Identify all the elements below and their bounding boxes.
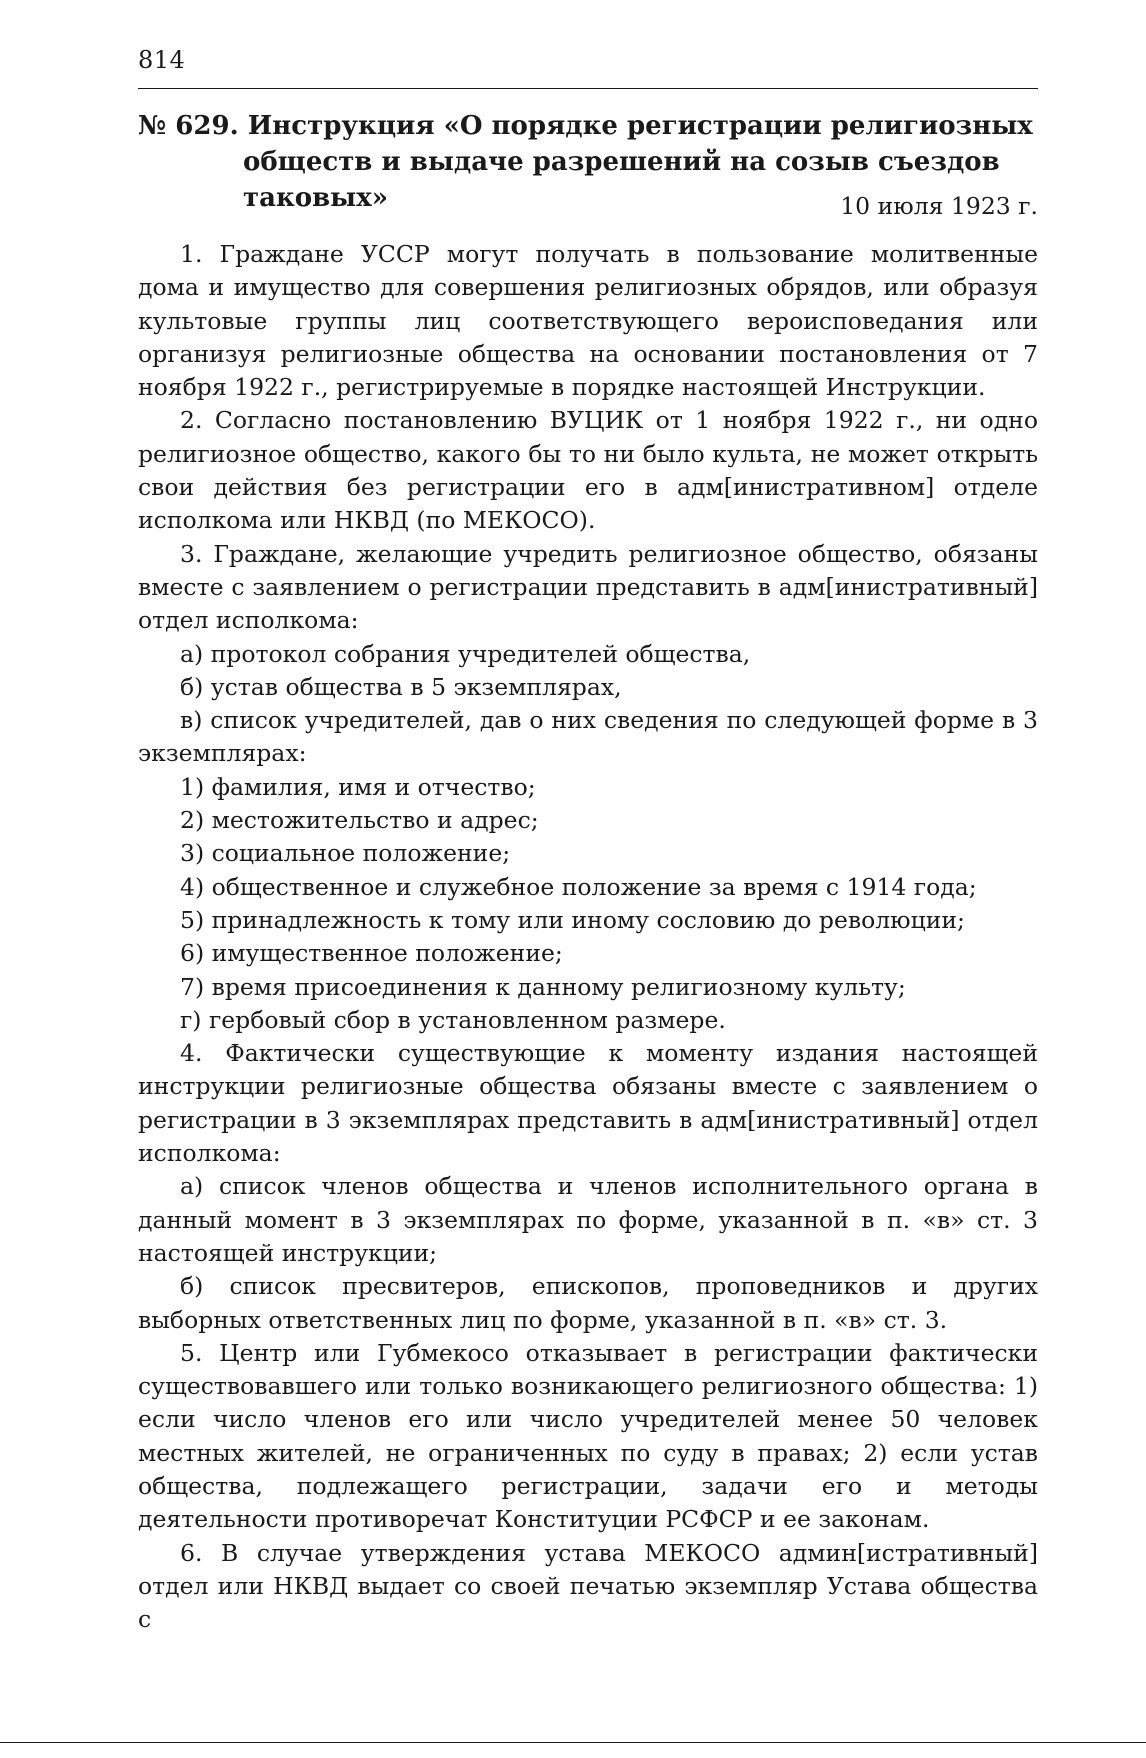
paragraph: в) список учредителей, дав о них сведения по следующей форме в 3 экземплярах:	[138, 706, 1038, 768]
page-number: 814	[138, 46, 186, 74]
paragraph: 7) время присоединения к данному религиозному культу;	[180, 972, 906, 1001]
paragraph: 2) местожительство и адрес;	[180, 806, 539, 835]
document-title-line-1: № 629. Инструкция «О порядке регистрации религиозных	[138, 111, 1033, 141]
paragraph: 6. В случае утверждения устава МЕКОСО админ[истративный] отдел или НКВД выдает со своей печатью экземпляр Устава общества с	[138, 1538, 1038, 1634]
paragraph: 6) имущественное положение;	[180, 939, 563, 968]
paragraph: 3) социальное положение;	[180, 839, 511, 868]
paragraph: 1. Граждане УССР могут получать в пользование молитвенные дома и имущество для совершения религиозных обрядов, или образуя культовые группы лиц соответствующего вероисповедания или организуя религиозные общества на основании постановления от 7 ноября 1922 г., регистрируемые в порядке настоящей Инструкции.	[138, 240, 1038, 402]
paragraph: а) список членов общества и членов исполнительного органа в данный момент в 3 экземплярах по форме, указанной в п. «в» ст. 3 настоящей инструкции;	[138, 1172, 1038, 1267]
paragraph: б) список пресвитеров, епископов, проповедников и других выборных ответственных лиц по форме, указанной в п. «в» ст. 3.	[138, 1272, 1038, 1334]
paragraph: 3. Граждане, желающие учредить религиозное общество, обязаны вместе с заявлением о регистрации представить в адм[инистративный] отдел исполкома:	[138, 539, 1038, 635]
bottom-rule	[0, 1742, 1146, 1743]
paragraph: 2. Согласно постановлению ВУЦИК от 1 ноября 1922 г., ни одно религиозное общество, какого бы то ни было культа, не может открыть свои действия без регистрации его в адм[инистративном] отделе исполкома или НКВД (по МЕКОСО).	[138, 406, 1038, 535]
paragraph: 5. Центр или Губмекосо отказывает в регистрации фактически существовавшего или только возникающего религиозного общества: 1) если число членов его или число учредителей менее 50 человек местных жителей, не ограниченных по суду в правах; 2) если устав общества, подлежащего регистрации, задачи его и методы деятельности противоречат Конституции РСФСР и ее законам.	[138, 1338, 1038, 1534]
paragraph: 1) фамилия, имя и отчество;	[180, 772, 536, 801]
paragraph: 5) принадлежность к тому или иному сословию до революции;	[180, 905, 965, 934]
document-date: 10 июля 1923 г.	[840, 192, 1038, 220]
paragraph: 4. Фактически существующие к моменту издания настоящей инструкции религиозные общества обязаны вместе с заявлением о регистрации в 3 экземплярах представить в адм[инистративный] отдел исполкома:	[138, 1039, 1038, 1168]
document-body	[138, 238, 1038, 1636]
paragraph: г) гербовый сбор в установленном размере.	[180, 1005, 726, 1034]
paragraph: б) устав общества в 5 экземплярах,	[180, 672, 622, 701]
paragraph: 4) общественное и служебное положение за время с 1914 года;	[180, 872, 977, 901]
header-rule	[138, 88, 1038, 89]
paragraph: а) протокол собрания учредителей общества,	[180, 639, 751, 668]
document-title-line-2: обществ и выдаче разрешений на созыв съездов таковых»	[243, 147, 1000, 213]
